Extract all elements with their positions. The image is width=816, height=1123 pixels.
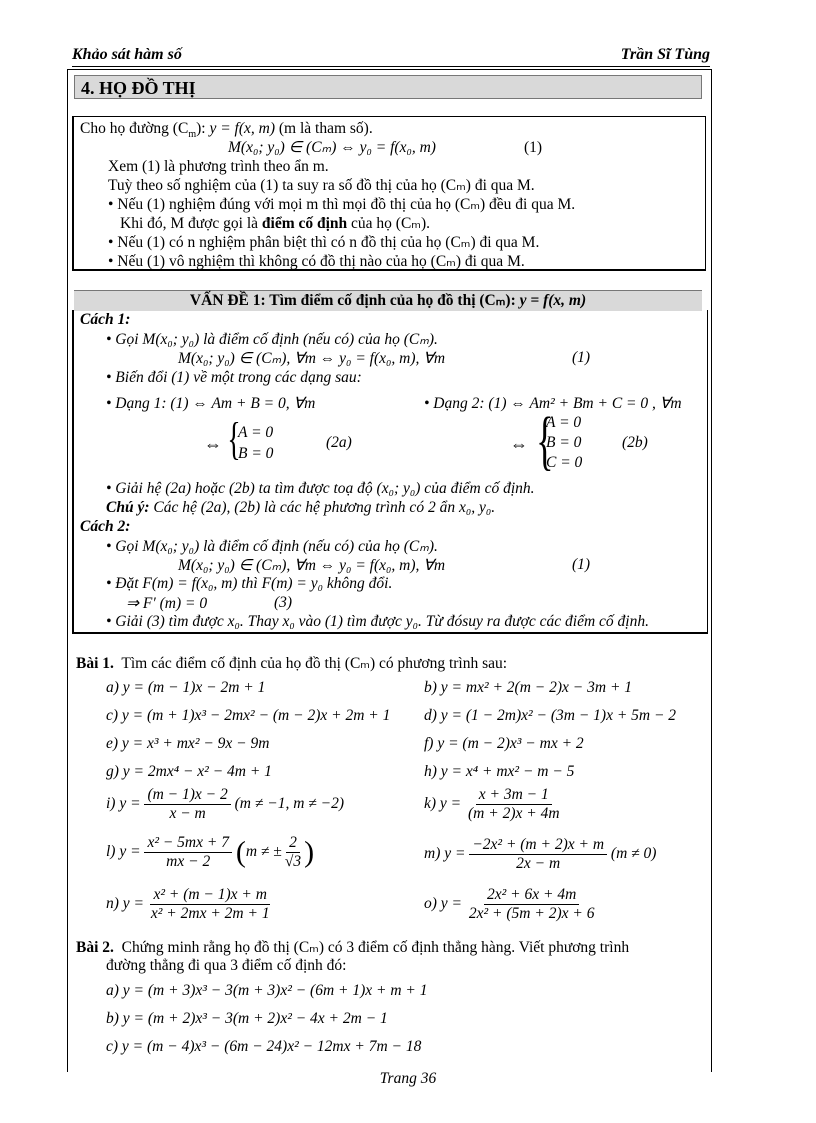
page-header (72, 46, 710, 67)
intro-box (72, 116, 706, 271)
intro-bullet-3: • Nếu (1) vô nghiệm thì không có đồ thị nào của họ (Cₘ) đi qua M. (108, 253, 525, 270)
exercise-1-l-paren-close: ) (304, 835, 315, 869)
exercise-1-l-paren-open: ( (235, 835, 246, 869)
method-2-line-4-number: (3) (274, 594, 293, 611)
exercise-1-c: c) y = (m + 1)x³ − 2mx² − (m − 2)x + 2m + 1 (106, 707, 391, 724)
system-2a-number: (2a) (326, 434, 352, 451)
method-1-line-4: • Giải hệ (2a) hoặc (2b) ta tìm được toạ độ (x₀; y₀) của điểm cố định. (106, 480, 535, 497)
system-2b-eq-2: B = 0 (546, 434, 582, 451)
system-2a-arrow: ⇔ (204, 434, 222, 454)
system-2b-number: (2b) (622, 434, 648, 451)
exercise-1-f: f) y = (m − 2)x³ − mx + 2 (424, 735, 584, 752)
intro-bullet-2: • Nếu (1) có n nghiệm phân biệt thì có n đồ thị của họ (Cₘ) đi qua M. (108, 234, 540, 251)
method-1-formula: M(x₀; y₀) ∈ (Cₘ), ∀m ⇔ y₀ = f(x₀, m), ∀m (178, 350, 446, 367)
exercise-1-m-fraction: $\frac{\text{−2x² + (m + 2)x + m}}{2x - m}$ (469, 836, 607, 873)
exercise-1-n: n) y = $\frac{\text{x² + (m − 1)x + m}}{\text{x² + 2mx + 2m + 1}}$ (106, 886, 273, 923)
exercise-1-h: h) y = x⁴ + mx² − m − 5 (424, 763, 575, 780)
exercise-1-l-cond-fraction: $\frac{2}{√3}$ (284, 834, 302, 870)
exercise-1-o: o) y = $\frac{\text{2x² + 6x + 4m}}{\text{2x² + (5m + 2)x + 6}}$ (424, 886, 597, 923)
intro-line-4: Tuỳ theo số nghiệm của (1) ta suy ra số đồ thị của họ (Cₘ) đi qua M. (108, 177, 535, 194)
method-2-line-3: • Đặt F(m) = f(x₀, m) thì F(m) = y₀ không đổi. (106, 575, 393, 592)
system-2a-eq-1: A = 0 (238, 424, 274, 441)
exercise-1-o-fraction: $\frac{\text{2x² + 6x + 4m}}{\text{2x² + (5m + 2)x + 6}}$ (468, 886, 595, 922)
exercise-1-e: e) y = x³ + mx² − 9x − 9m (106, 735, 270, 752)
header-left: Khảo sát hàm số (72, 46, 182, 63)
method-2-line-5: • Giải (3) tìm được x₀. Thay x₀ vào (1) tìm được y₀. Từ đósuy ra được các điểm cố định. (106, 613, 649, 630)
exercise-1-d: d) y = (1 − 2m)x² − (3m − 1)x + 5m − 2 (424, 707, 677, 724)
system-2b-arrow: ⇔ (510, 434, 528, 454)
method-1-title: Cách 1: (80, 311, 131, 328)
exercise-1-i-fraction: $\frac{(m - 1)x - 2}{x - m}$ (144, 786, 230, 823)
exercise-1-i: i) y = $\frac{(m - 1)x - 2}{x - m}$ (m ≠ −1, m ≠ −2) (106, 786, 345, 822)
system-2b-brace: { (536, 404, 554, 477)
form-2: • Dạng 2: (1) ⇔ Am² + Bm + C = 0 , ∀m (424, 395, 682, 412)
header-right: Trần Sĩ Tùng (620, 46, 710, 63)
intro-line-1: Cho họ đường $(C_m)$: y = f(x, m) (m là tham số). (80, 120, 373, 141)
method-1-note: Chú ý: Các hệ (2a), (2b) là các hệ phương trình có 2 ẩn x₀, y₀. (106, 499, 496, 516)
method-2-line-4: ⇒ F′ (m) = 0 (126, 595, 208, 612)
system-2a-eq-2: B = 0 (238, 445, 274, 462)
section-title: 4. HỌ ĐỒ THỊ (74, 75, 702, 99)
intro-bullet-1: • Nếu (1) nghiệm đúng với mọi m thì mọi đồ thị của họ (Cₘ) đều đi qua M. (108, 196, 576, 213)
intro-line-3: Xem (1) là phương trình theo ẩn m. (108, 158, 329, 175)
intro-formula: M(x₀; y₀) ∈ (Cₘ) ⇔ y₀ = f(x₀, m) (228, 139, 436, 156)
exercise-2-statement-cont: đường thẳng đi qua 3 điểm cố định đó: (106, 957, 347, 974)
exercise-1-a: a) y = (m − 1)x − 2m + 1 (106, 679, 266, 696)
exercise-1-l-fraction: $\frac{\text{x² − 5mx + 7}}{mx - 2}$ (144, 834, 232, 871)
method-1-line-1: • Gọi M(x₀; y₀) là điểm cố định (nếu có) của họ (Cₘ). (106, 331, 438, 348)
page-number: Trang 36 (379, 1070, 437, 1087)
method-2-line-1: • Gọi M(x₀; y₀) là điểm cố định (nếu có) của họ (Cₘ). (106, 538, 438, 555)
exercise-2-a: a) y = (m + 3)x³ − 3(m + 3)x² − (6m + 1)x + m + 1 (106, 982, 428, 999)
system-2b-eq-3: C = 0 (546, 454, 583, 471)
method-2-formula: M(x₀; y₀) ∈ (Cₘ), ∀m ⇔ y₀ = f(x₀, m), ∀m (178, 557, 446, 574)
exercise-2-statement: Bài 2. Chứng minh rằng họ đồ thị (Cₘ) có 3 điểm cố định thẳng hàng. Viết phương trình (76, 939, 630, 956)
exercise-1-m: m) y = $\frac{\text{−2x² + (m + 2)x + m}}{2x - m}$ (m ≠ 0) (424, 836, 657, 872)
exercise-1-g: g) y = 2mx⁴ − x² − 4m + 1 (106, 763, 272, 780)
exercise-2-c: c) y = (m − 4)x³ − (6m − 24)x² − 12mx + 7m − 18 (106, 1038, 422, 1055)
method-1-line-3: • Biến đổi (1) về một trong các dạng sau: (106, 369, 362, 386)
exercise-1-k-fraction: $\frac{x + 3m - 1}{(m + 2)x + 4m}$ (468, 786, 560, 822)
exercise-1-n-fraction: $\frac{\text{x² + (m − 1)x + m}}{\text{x² + 2mx + 2m + 1}}$ (150, 886, 270, 922)
method-2-title: Cách 2: (80, 518, 131, 535)
intro-line-6: Khi đó, M được gọi là điểm cố định của họ (Cₘ). (120, 215, 430, 232)
form-1: • Dạng 1: (1) ⇔ Am + B = 0, ∀m (106, 395, 316, 412)
exercise-2-b: b) y = (m + 2)x³ − 3(m + 2)x² − 4x + 2m − 1 (106, 1010, 388, 1027)
system-2b-eq-1: A = 0 (546, 414, 582, 431)
exercise-1-b: b) y = mx² + 2(m − 2)x − 3m + 1 (424, 679, 633, 696)
method-1-formula-number: (1) (572, 349, 591, 366)
intro-formula-number: (1) (524, 139, 543, 156)
exercise-1-k: k) y = $\frac{x + 3m - 1}{(m + 2)x + 4m}$ (424, 786, 563, 823)
system-2a-brace: { (227, 413, 241, 464)
exercise-1-l: l) y = $\frac{\text{x² − 5mx + 7}}{mx - 2}$ (m ≠ ± $\frac{2}{√3}$ ) (106, 834, 315, 870)
problem-heading: VẤN ĐỀ 1: Tìm điểm cố định của họ đồ thị (Cₘ): y = f(x, m) (74, 290, 702, 311)
method-box (72, 310, 708, 634)
exercise-1-statement: Bài 1. Tìm các điểm cố định của họ đồ thị (Cₘ) có phương trình sau: (76, 655, 508, 672)
method-2-formula-number: (1) (572, 556, 591, 573)
